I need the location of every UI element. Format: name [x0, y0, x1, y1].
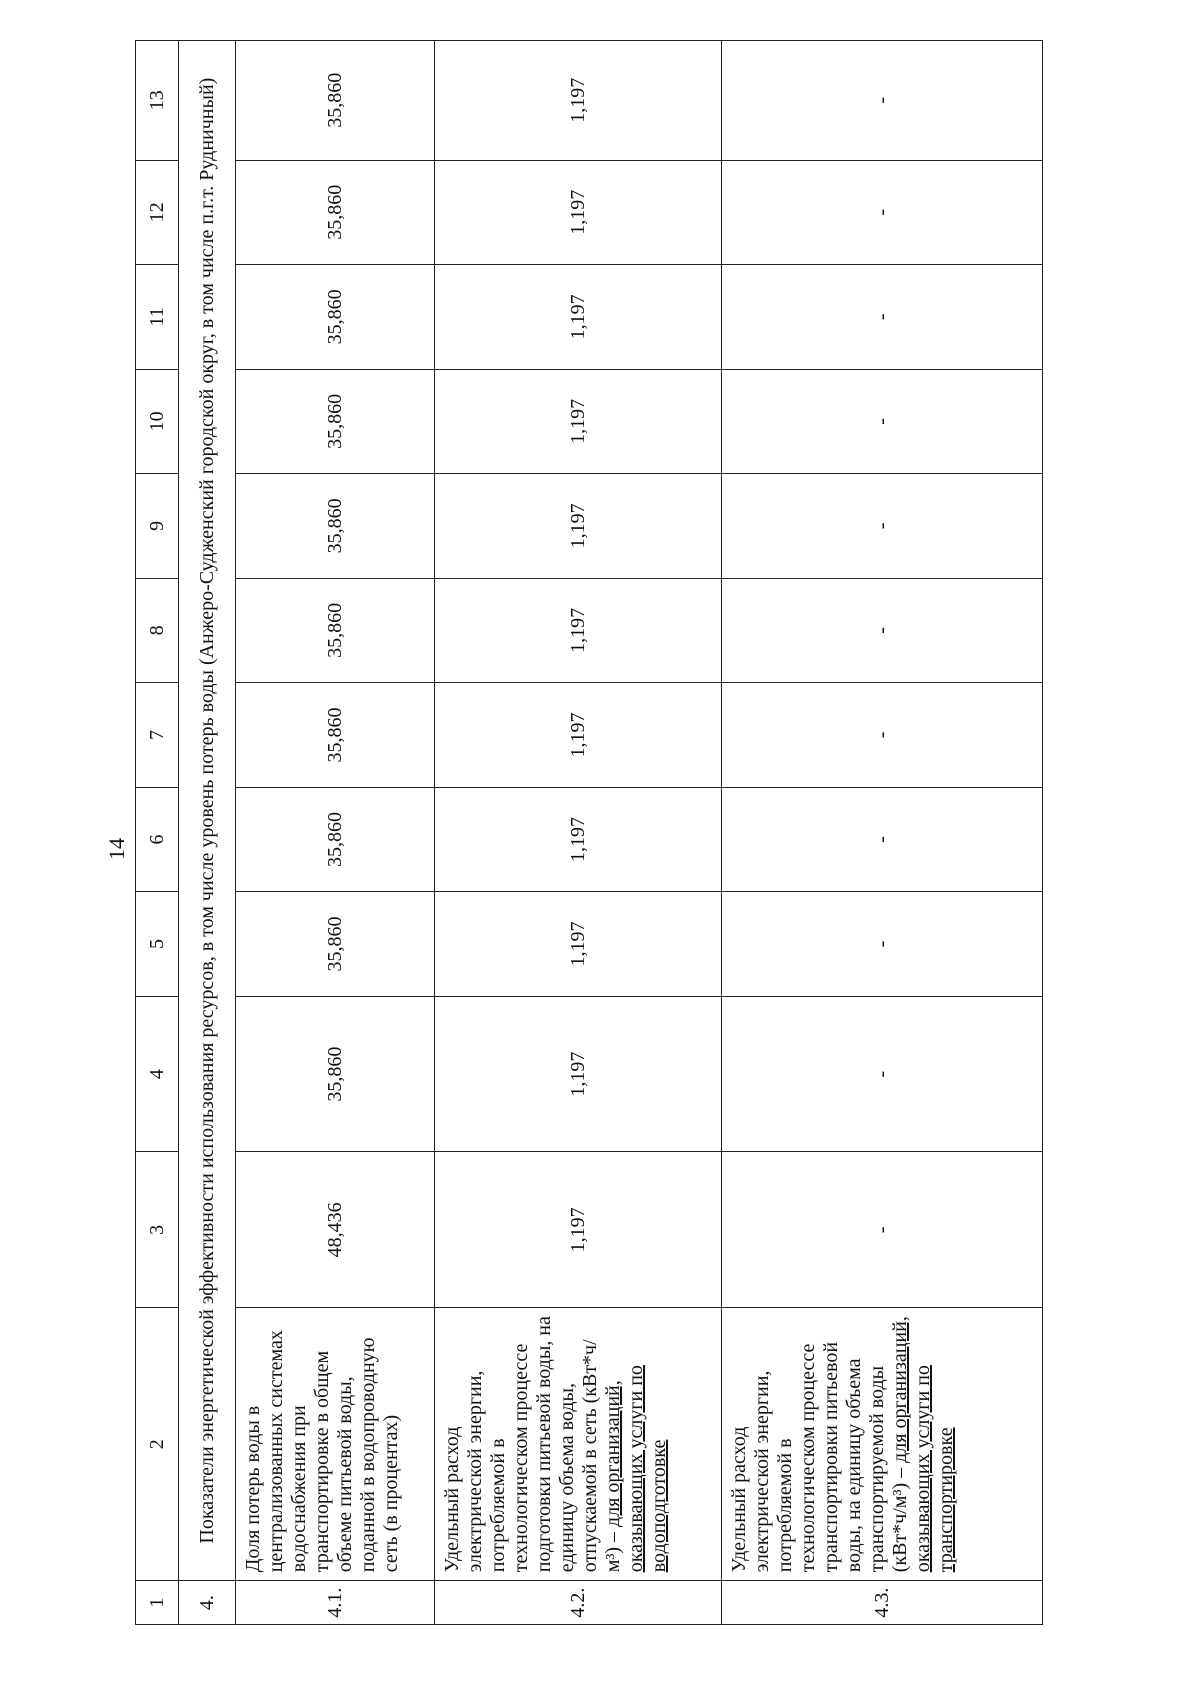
row-number: 4.2.	[435, 1581, 722, 1625]
column-header: 10	[136, 369, 179, 474]
row-description-text: Удельный расход электрической энергии, потребляемой в технологическом процессе транспортировки питьевой воды, на единицу объема транспортируемой воды (кВт*ч/м³) –	[728, 1341, 911, 1573]
column-header: 8	[136, 578, 179, 683]
value-cell: 1,197	[435, 265, 722, 370]
value-cell: 35,860	[236, 265, 435, 370]
value-cell: 1,197	[435, 683, 722, 788]
column-header: 6	[136, 787, 179, 892]
value-cell: -	[722, 160, 1043, 265]
row-description	[435, 1308, 722, 1581]
section-number: 4.	[179, 1581, 236, 1625]
value-cell: 35,860	[236, 892, 435, 997]
value-cell: 1,197	[435, 892, 722, 997]
value-cell: -	[722, 996, 1043, 1152]
column-header: 11	[136, 265, 179, 370]
value-cell: 1,197	[435, 369, 722, 474]
column-header: 5	[136, 892, 179, 997]
value-cell: -	[722, 892, 1043, 997]
value-cell: 35,860	[236, 578, 435, 683]
section-title: Показатели энергетической эффективности использования ресурсов, в том числе уровень потерь воды (Анжеро-Судженский городской округ, в том числе п.г.т. Рудничный)	[179, 41, 236, 1581]
row-description: Доля потерь воды в централизованных системах водоснабжения при транспортировке в общем объеме питьевой воды, поданной в водопроводную сеть (в процентах)	[236, 1308, 435, 1581]
table-row	[236, 41, 435, 1625]
value-cell: 35,860	[236, 787, 435, 892]
column-header: 2	[136, 1308, 179, 1581]
indicators-table	[135, 40, 1043, 1625]
column-header: 4	[136, 996, 179, 1152]
row-number: 4.3.	[722, 1581, 1043, 1625]
value-cell: 1,197	[435, 578, 722, 683]
value-cell: 1,197	[435, 1152, 722, 1308]
row-description-text: Удельный расход электрической энергии, потребляемой в технологическом процессе подготовки питьевой воды, на единицу объема воды, отпускаемой в сеть (кВт*ч/м³) –	[441, 1316, 624, 1573]
table-row	[435, 41, 722, 1625]
value-cell: -	[722, 683, 1043, 788]
value-cell: -	[722, 578, 1043, 683]
value-cell: 1,197	[435, 787, 722, 892]
value-cell: -	[722, 1152, 1043, 1308]
column-header: 13	[136, 41, 179, 161]
value-cell: 1,197	[435, 41, 722, 161]
page-number: 14	[104, 838, 129, 860]
value-cell: 35,860	[236, 683, 435, 788]
value-cell: 48,436	[236, 1152, 435, 1308]
column-number-row	[136, 41, 179, 1625]
value-cell: 35,860	[236, 41, 435, 161]
value-cell: 35,860	[236, 996, 435, 1152]
column-header: 3	[136, 1152, 179, 1308]
value-cell: -	[722, 787, 1043, 892]
value-cell: -	[722, 474, 1043, 579]
value-cell: 1,197	[435, 474, 722, 579]
row-number: 4.1.	[236, 1581, 435, 1625]
value-cell: 1,197	[435, 996, 722, 1152]
row-description	[722, 1308, 1043, 1581]
column-header: 12	[136, 160, 179, 265]
row-description-underlined: для организаций, оказывающих услуги по водоподготовке	[602, 1365, 670, 1573]
column-header: 7	[136, 683, 179, 788]
value-cell: 35,860	[236, 474, 435, 579]
column-header: 1	[136, 1581, 179, 1625]
value-cell: -	[722, 41, 1043, 161]
value-cell: 35,860	[236, 369, 435, 474]
row-description-underlined: для организаций, оказывающих услуги по транспортировке	[889, 1316, 957, 1573]
rotated-page-content	[135, 40, 1008, 1625]
value-cell: 35,860	[236, 160, 435, 265]
column-header: 9	[136, 474, 179, 579]
value-cell: -	[722, 369, 1043, 474]
value-cell: -	[722, 265, 1043, 370]
table-row	[722, 41, 1043, 1625]
value-cell: 1,197	[435, 160, 722, 265]
section-row	[179, 41, 236, 1625]
